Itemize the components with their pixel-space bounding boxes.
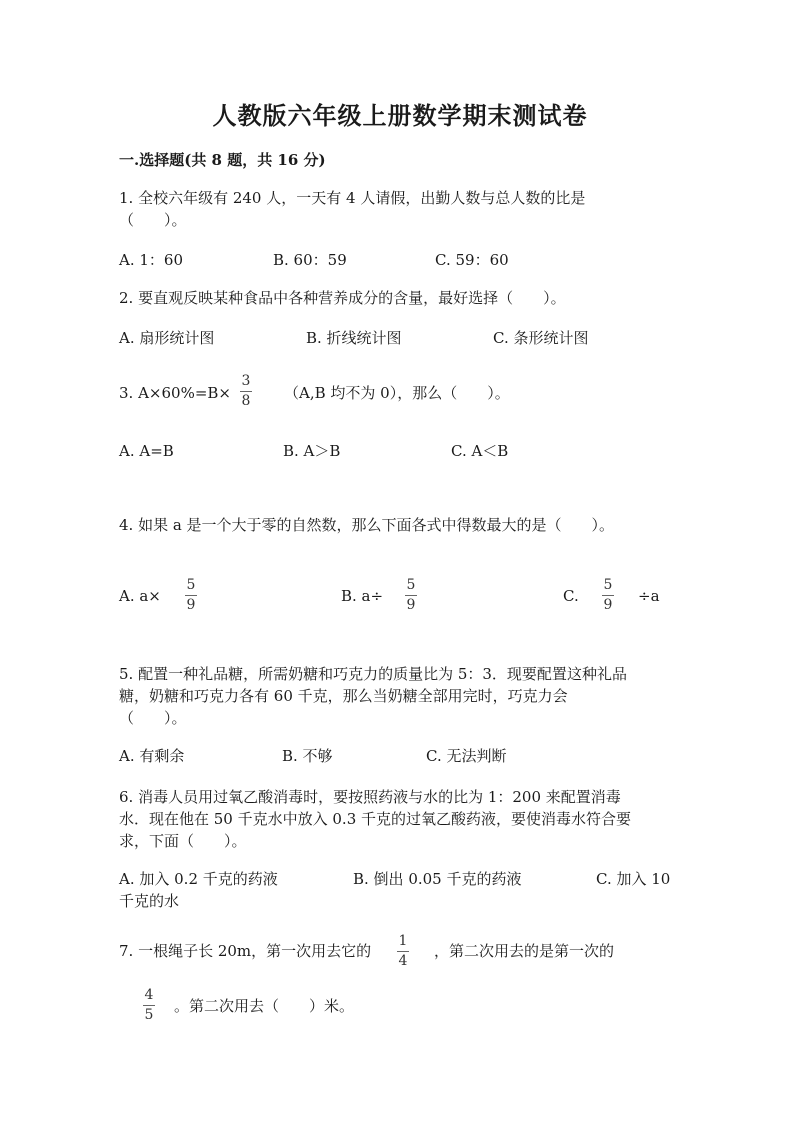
fraction-numerator: 5 [603, 577, 613, 593]
fraction-denominator: 8 [241, 393, 251, 409]
question-5-line-1: 5. 配置一种礼品糖，所需奶糖和巧克力的质量比为 5：3．现要配置这种礼品 [119, 665, 627, 683]
page-title: 人教版六年级上册数学期末测试卷 [212, 101, 588, 130]
q2-option-c[interactable]: C. 条形统计图 [493, 329, 589, 347]
question-3-post: （A,B 均不为 0），那么（ ）。 [284, 384, 510, 402]
question-7-mid: ，第二次用去的是第一次的 [434, 942, 615, 960]
question-6-line-2: 水．现在他在 50 千克水中放入 0.3 千克的过氧乙酸药液，要使消毒水符合要 [119, 810, 632, 828]
q6-option-b[interactable]: B. 倒出 0.05 千克的药液 [353, 870, 522, 888]
question-6-line-3: 求，下面（ ）。 [119, 832, 247, 850]
fraction-denominator: 9 [603, 597, 613, 613]
fraction-bar [185, 595, 197, 596]
fraction-bar [397, 951, 409, 952]
fraction-4-5 [143, 988, 155, 1023]
q6-option-c[interactable]: C. 加入 10 [596, 870, 671, 888]
q1-option-c[interactable]: C. 59：60 [435, 251, 509, 269]
q6-option-c-continued: 千克的水 [119, 892, 180, 910]
question-2-text: 2. 要直观反映某种食品中各种营养成分的含量，最好选择（ ）。 [119, 289, 566, 307]
section-heading: 一.选择题(共 8 题，共 16 分) [119, 151, 326, 169]
q2-option-a[interactable]: A. 扇形统计图 [119, 329, 215, 347]
q4-option-b[interactable]: B. a÷ [341, 587, 384, 605]
question-7-pre: 7. 一根绳子长 20m，第一次用去它的 [119, 942, 372, 960]
question-6-line-1: 6. 消毒人员用过氧乙酸消毒时，要按照药液与水的比为 1：200 来配置消毒 [119, 788, 621, 806]
q3-option-b[interactable]: B. A＞B [283, 442, 341, 460]
q6-option-a[interactable]: A. 加入 0.2 千克的药液 [119, 870, 278, 888]
question-1-blank: （ ）。 [119, 211, 187, 229]
fraction-bar [405, 595, 417, 596]
q5-option-b[interactable]: B. 不够 [282, 747, 333, 765]
fraction-5-9 [602, 578, 614, 613]
fraction-denominator: 9 [186, 597, 196, 613]
question-4-text: 4. 如果 a 是一个大于零的自然数，那么下面各式中得数最大的是（ ）。 [119, 516, 615, 534]
q5-option-c[interactable]: C. 无法判断 [426, 747, 507, 765]
q1-option-b[interactable]: B. 60：59 [273, 251, 347, 269]
q4-option-a[interactable]: A. a× [119, 587, 161, 605]
fraction-numerator: 4 [144, 987, 154, 1003]
q3-option-c[interactable]: C. A＜B [451, 442, 509, 460]
q2-option-b[interactable]: B. 折线统计图 [306, 329, 402, 347]
q1-option-a[interactable]: A. 1：60 [119, 251, 183, 269]
fraction-bar [602, 595, 614, 596]
question-5-blank: （ ）。 [119, 709, 187, 727]
question-7-post: 。第二次用去（ ）米。 [174, 997, 355, 1015]
fraction-numerator: 5 [186, 577, 196, 593]
fraction-1-4 [397, 934, 409, 969]
fraction-bar [143, 1005, 155, 1006]
fraction-5-9 [405, 578, 417, 613]
fraction-denominator: 5 [144, 1007, 154, 1023]
question-5-line-2: 糖，奶糖和巧克力各有 60 千克，那么当奶糖全部用完时，巧克力会 [119, 687, 568, 705]
q3-option-a[interactable]: A. A=B [119, 442, 174, 460]
q5-option-a[interactable]: A. 有剩余 [119, 747, 185, 765]
question-3-pre: 3. A×60%=B× [119, 384, 231, 402]
question-1-text: 1. 全校六年级有 240 人，一天有 4 人请假，出勤人数与总人数的比是 [119, 189, 586, 207]
fraction-denominator: 9 [406, 597, 416, 613]
q4-option-c[interactable]: C. [563, 587, 579, 605]
fraction-numerator: 5 [406, 577, 416, 593]
fraction-3-8 [240, 374, 252, 409]
fraction-bar [240, 391, 252, 392]
fraction-numerator: 3 [241, 373, 251, 389]
fraction-5-9 [185, 578, 197, 613]
fraction-numerator: 1 [398, 933, 408, 949]
fraction-denominator: 4 [398, 953, 408, 969]
q4-option-c-post: ÷a [638, 587, 660, 605]
